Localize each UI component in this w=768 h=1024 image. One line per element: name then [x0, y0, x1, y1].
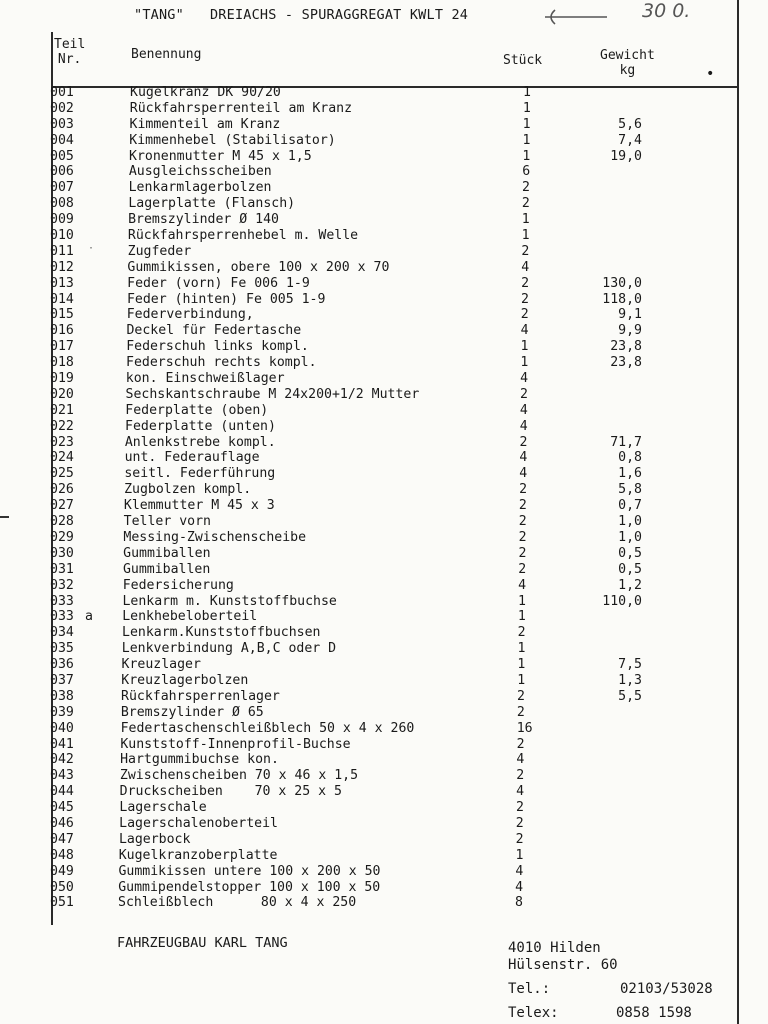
part-number: 033	[50, 593, 74, 609]
part-quantity: 4	[519, 402, 528, 418]
part-number: 016	[50, 323, 74, 339]
table-row	[0, 450, 737, 466]
table-row	[0, 848, 737, 864]
title-text: DREIACHS - SPURAGGREGAT KWLT 24	[209, 7, 469, 23]
part-quantity: 2	[518, 498, 527, 514]
part-name: Schleißblech 80 x 4 x 250	[118, 895, 357, 911]
part-number: 041	[50, 736, 74, 752]
part-number: 012	[50, 259, 74, 275]
part-number: 013	[50, 275, 74, 291]
part-quantity: 1	[520, 339, 529, 355]
part-quantity: 2	[516, 736, 525, 752]
part-name: Ausgleichsscheiben	[128, 164, 272, 180]
part-name: Federtaschenschleißblech 50 x 4 x 260	[120, 720, 415, 736]
part-number: 026	[50, 482, 74, 498]
part-name: Hartgummibuchse kon.	[120, 752, 279, 768]
part-name: Sechskantschraube M 24x200+1/2 Mutter	[125, 386, 420, 402]
part-number: 023	[50, 434, 74, 450]
part-quantity: 1	[522, 100, 531, 116]
part-number: 021	[50, 402, 74, 418]
part-name: Federsicherung	[122, 577, 234, 593]
part-name: Federplatte (unten)	[125, 418, 276, 434]
part-name: Gummiballen	[122, 561, 211, 577]
part-name: Kronenmutter M 45 x 1,5	[129, 148, 312, 164]
part-name: Gummiballen	[123, 545, 211, 561]
handwritten-note: 30 0.	[642, 0, 691, 22]
part-number: 039	[50, 704, 74, 720]
part-weight: 7,5	[618, 657, 642, 673]
part-weight: 130,0	[602, 275, 642, 291]
part-number: 027	[50, 498, 74, 514]
part-name: Lagerschale	[119, 800, 207, 816]
part-quantity: 1	[517, 672, 526, 688]
part-weight: 1,6	[618, 466, 642, 482]
table-row	[0, 180, 737, 196]
part-name: Rückfahrsperrenlager	[121, 688, 280, 704]
part-name: Federplatte (oben)	[125, 402, 269, 418]
table-row	[0, 689, 737, 705]
table-row	[0, 530, 737, 546]
part-quantity: 1	[517, 609, 526, 625]
table-row	[0, 625, 737, 641]
table-row	[0, 752, 737, 768]
part-number: 034	[50, 625, 74, 641]
part-weight: 1,3	[618, 672, 642, 688]
part-number: 004	[50, 132, 74, 148]
part-quantity: 2	[518, 545, 527, 561]
table-row	[0, 117, 737, 133]
table-row	[0, 721, 737, 737]
part-number: 036	[50, 657, 74, 673]
part-name: Feder (hinten) Fe 005 1-9	[126, 291, 326, 307]
part-number: 038	[50, 688, 74, 704]
table-row	[0, 435, 737, 451]
part-quantity: 1	[517, 641, 526, 657]
part-quantity: 4	[518, 577, 527, 593]
table-row	[0, 800, 737, 816]
table-row	[0, 149, 737, 165]
part-number: 005	[50, 148, 74, 164]
part-quantity: 4	[516, 784, 525, 800]
part-quantity: 16	[516, 720, 533, 736]
part-number: 007	[50, 180, 74, 196]
part-weight: 7,4	[618, 132, 642, 148]
part-weight: 1,2	[618, 577, 642, 593]
part-quantity: 4	[519, 418, 528, 434]
table-row	[0, 307, 737, 323]
part-weight: 0,8	[618, 450, 642, 466]
part-quantity: 2	[516, 704, 525, 720]
part-quantity: 4	[519, 450, 528, 466]
part-quantity: 2	[521, 275, 530, 291]
right-rule	[737, 0, 739, 1024]
part-weight: 23,8	[610, 355, 642, 371]
part-quantity: 2	[520, 307, 529, 323]
part-quantity: 2	[519, 482, 528, 498]
handwritten-arrow-icon	[537, 8, 609, 26]
brand-label: "TANG"	[134, 7, 184, 23]
part-quantity: 4	[519, 466, 528, 482]
table-row	[0, 562, 737, 578]
part-number: 043	[50, 768, 74, 784]
tel-label: Tel.:	[508, 981, 551, 997]
part-name: Zugbolzen kompl.	[124, 482, 252, 498]
part-number: 010	[50, 228, 74, 244]
part-quantity: 2	[518, 514, 527, 530]
part-name: Messing-Zwischenscheibe	[123, 529, 307, 545]
table-row	[0, 419, 737, 435]
table-row	[0, 482, 737, 498]
part-quantity: 1	[522, 116, 531, 132]
part-name: Klemmutter M 45 x 3	[123, 498, 275, 514]
table-row	[0, 387, 737, 403]
column-header-benennung: Benennung	[131, 47, 202, 62]
part-quantity: 4	[520, 323, 529, 339]
part-name: Lagerbock	[118, 831, 191, 847]
table-row	[0, 85, 737, 101]
part-name: Kimmenhebel (Stabilisator)	[129, 132, 336, 148]
part-weight: 9,1	[618, 307, 642, 323]
part-number: 028	[50, 514, 74, 530]
part-quantity: 1	[515, 847, 524, 863]
company-name: FAHRZEUGBAU KARL TANG	[117, 935, 288, 951]
table-row	[0, 323, 737, 339]
part-name: Lenkarm.Kunststoffbuchsen	[122, 625, 321, 641]
part-weight: 71,7	[610, 434, 642, 450]
part-name: Teller vorn	[123, 514, 211, 530]
table-row	[0, 466, 737, 482]
table-row	[0, 514, 737, 530]
part-quantity: 2	[517, 688, 525, 704]
table-row	[0, 371, 737, 387]
part-name: Bremszylinder Ø 140	[128, 212, 279, 228]
part-number: 047	[50, 831, 74, 847]
table-row	[0, 403, 737, 419]
table-row	[0, 705, 737, 721]
part-number: 029	[50, 529, 74, 545]
part-name: Deckel für Federtasche	[126, 323, 302, 339]
part-weight: 9,9	[618, 323, 642, 339]
part-weight: 1,0	[618, 529, 642, 545]
part-number: 011	[50, 243, 74, 259]
part-number: 025	[50, 466, 74, 482]
telex-label: Telex:	[508, 1005, 559, 1021]
part-name: Kugelkranz DK 90/20	[130, 85, 281, 100]
part-name: unt. Federauflage	[124, 450, 260, 466]
table-row	[0, 657, 737, 673]
table-row	[0, 276, 737, 292]
part-number: 035	[50, 641, 74, 657]
part-quantity: 2	[516, 768, 525, 784]
part-weight: 5,6	[618, 116, 642, 132]
part-name: kon. Einschweißlager	[125, 371, 285, 387]
table-row	[0, 880, 737, 896]
part-name: Anlenkstrebe kompl.	[124, 434, 276, 450]
part-number: 048	[50, 847, 74, 863]
part-number: 009	[50, 212, 74, 228]
part-quantity: 2	[515, 815, 524, 831]
part-name: Kreuzlager	[121, 657, 201, 673]
part-number: 037	[50, 672, 74, 688]
part-quantity: 4	[515, 879, 524, 895]
part-number: 042	[50, 752, 74, 768]
part-quantity: 2	[521, 196, 530, 212]
table-row	[0, 737, 737, 753]
part-quantity: 4	[521, 259, 530, 275]
table-row	[0, 784, 737, 800]
table-row	[0, 212, 737, 228]
part-name: Zwischenscheiben 70 x 46 x 1,5	[119, 768, 359, 784]
part-name: Lagerplatte (Flansch)	[128, 196, 296, 212]
table-row	[0, 260, 737, 276]
part-name: seitl. Federführung	[124, 466, 276, 482]
part-number: 018	[50, 355, 74, 371]
part-name: Lenkverbindung A,B,C oder D	[121, 641, 337, 657]
part-name: Feder (vorn) Fe 006 1-9	[127, 275, 310, 291]
part-quantity: 1	[523, 85, 531, 100]
part-suffix: a	[85, 609, 93, 625]
telex-number: 0858 1598	[616, 1005, 692, 1021]
part-number: 015	[50, 307, 74, 323]
part-name: Lenkarmlagerbolzen	[128, 180, 272, 196]
table-row	[0, 895, 737, 911]
part-name: Druckscheiben 70 x 25 x 5	[119, 784, 342, 800]
table-row	[0, 832, 737, 848]
part-quantity: 2	[517, 625, 526, 641]
part-weight: 5,5	[618, 688, 642, 704]
part-quantity: 1	[522, 148, 531, 164]
part-quantity: 8	[515, 895, 523, 911]
part-weight: 0,5	[618, 561, 642, 577]
table-row	[0, 228, 737, 244]
part-number: 014	[50, 291, 74, 307]
part-quantity: 2	[518, 529, 527, 545]
part-name: Rückfahrsperrenhebel m. Welle	[127, 228, 359, 244]
table-row	[0, 546, 737, 562]
table-row	[0, 101, 737, 117]
part-quantity: 6	[522, 164, 531, 180]
part-number: 051	[50, 895, 74, 911]
part-number: 003	[50, 116, 74, 132]
part-quantity: 1	[517, 593, 526, 609]
part-name: Bremszylinder Ø 65	[120, 704, 264, 720]
part-name: Kreuzlagerbolzen	[121, 672, 249, 688]
part-weight: 118,0	[602, 291, 642, 307]
part-number: 020	[50, 386, 74, 402]
part-weight: 110,0	[602, 593, 642, 609]
part-quantity: 1	[517, 657, 526, 673]
part-name: Rückfahrsperrenteil am Kranz	[129, 100, 353, 116]
part-number: 033	[50, 609, 74, 625]
part-weight: 19,0	[610, 148, 642, 164]
part-number: 022	[50, 418, 74, 434]
column-header-stueck: Stück	[503, 53, 543, 68]
part-number: 050	[50, 879, 74, 895]
table-row	[0, 355, 737, 371]
part-quantity: 2	[522, 180, 530, 196]
part-name: Kugelkranzoberplatte	[118, 847, 278, 863]
table-row	[0, 339, 737, 355]
part-name: Lenkarm m. Kunststoffbuchse	[122, 593, 337, 609]
part-name: Federverbindung,	[126, 307, 254, 323]
part-number: 040	[50, 720, 74, 736]
part-quantity: 4	[515, 863, 524, 879]
part-name: Lenkhebeloberteil	[122, 609, 258, 625]
table-row	[0, 641, 737, 657]
part-quantity: 2	[520, 291, 529, 307]
part-number: 019	[50, 371, 74, 387]
table-row	[0, 244, 737, 260]
part-number: 030	[50, 545, 74, 561]
address-street: Hülsenstr. 60	[508, 957, 618, 973]
part-number: 002	[50, 100, 74, 116]
table-row	[0, 768, 737, 784]
part-weight: 5,8	[618, 482, 642, 498]
address-city: 4010 Hilden	[508, 940, 601, 956]
part-quantity: 1	[520, 355, 529, 371]
table-row	[0, 498, 737, 514]
margin-dot: ·	[88, 243, 95, 254]
table-row	[0, 292, 737, 308]
part-number: 045	[50, 800, 74, 816]
part-quantity: 2	[515, 800, 524, 816]
part-name: Zugfeder	[127, 243, 192, 259]
company-address	[508, 940, 618, 974]
part-quantity: 1	[522, 132, 531, 148]
part-number: 031	[50, 561, 74, 577]
part-quantity: 4	[516, 752, 525, 768]
column-header-gewicht: Gewicht kg	[600, 48, 655, 78]
part-name: Federschuh links kompl.	[126, 339, 309, 355]
part-quantity: 2	[518, 561, 527, 577]
part-quantity: 4	[520, 371, 529, 387]
part-quantity: 2	[521, 243, 530, 259]
column-header-teil: Teil Nr.	[54, 37, 86, 67]
part-number: 001	[50, 85, 74, 100]
table-row	[0, 164, 737, 180]
document-title	[134, 7, 494, 23]
table-row	[0, 816, 737, 832]
part-quantity: 2	[515, 831, 524, 847]
part-weight: 0,7	[618, 498, 642, 514]
part-number: 049	[50, 863, 74, 879]
table-row	[0, 578, 737, 594]
part-number: 008	[50, 196, 74, 212]
part-number: 046	[50, 815, 74, 831]
part-name: Lagerschalenoberteil	[119, 815, 278, 831]
part-number: 044	[50, 784, 74, 800]
part-name: Federschuh rechts kompl.	[126, 355, 317, 371]
table-row	[0, 673, 737, 689]
part-number: 032	[50, 577, 74, 593]
part-quantity: 1	[521, 212, 530, 228]
stray-dot: •	[706, 66, 715, 82]
part-quantity: 1	[521, 228, 530, 244]
tel-number: 02103/53028	[620, 981, 713, 997]
part-name: Gummikissen, obere 100 x 200 x 70	[127, 259, 390, 275]
part-weight: 0,5	[618, 545, 642, 561]
part-name: Kimmenteil am Kranz	[129, 116, 281, 132]
part-number: 017	[50, 339, 74, 355]
part-quantity: 2	[520, 386, 528, 402]
part-weight: 23,8	[610, 339, 642, 355]
part-name: Gummikissen untere 100 x 200 x 50	[118, 863, 381, 879]
part-name: Gummipendelstopper 100 x 100 x 50	[118, 879, 381, 895]
table-row	[0, 864, 737, 880]
part-weight: 1,0	[618, 514, 642, 530]
part-name: Kunststoff-Innenprofil-Buchse	[120, 736, 351, 752]
table-row	[0, 196, 737, 212]
table-row	[0, 594, 737, 610]
part-quantity: 2	[519, 434, 528, 450]
parts-table	[0, 85, 737, 911]
part-number: 024	[50, 450, 74, 466]
part-number: 006	[50, 164, 74, 180]
table-row	[0, 133, 737, 149]
table-row	[0, 609, 737, 625]
